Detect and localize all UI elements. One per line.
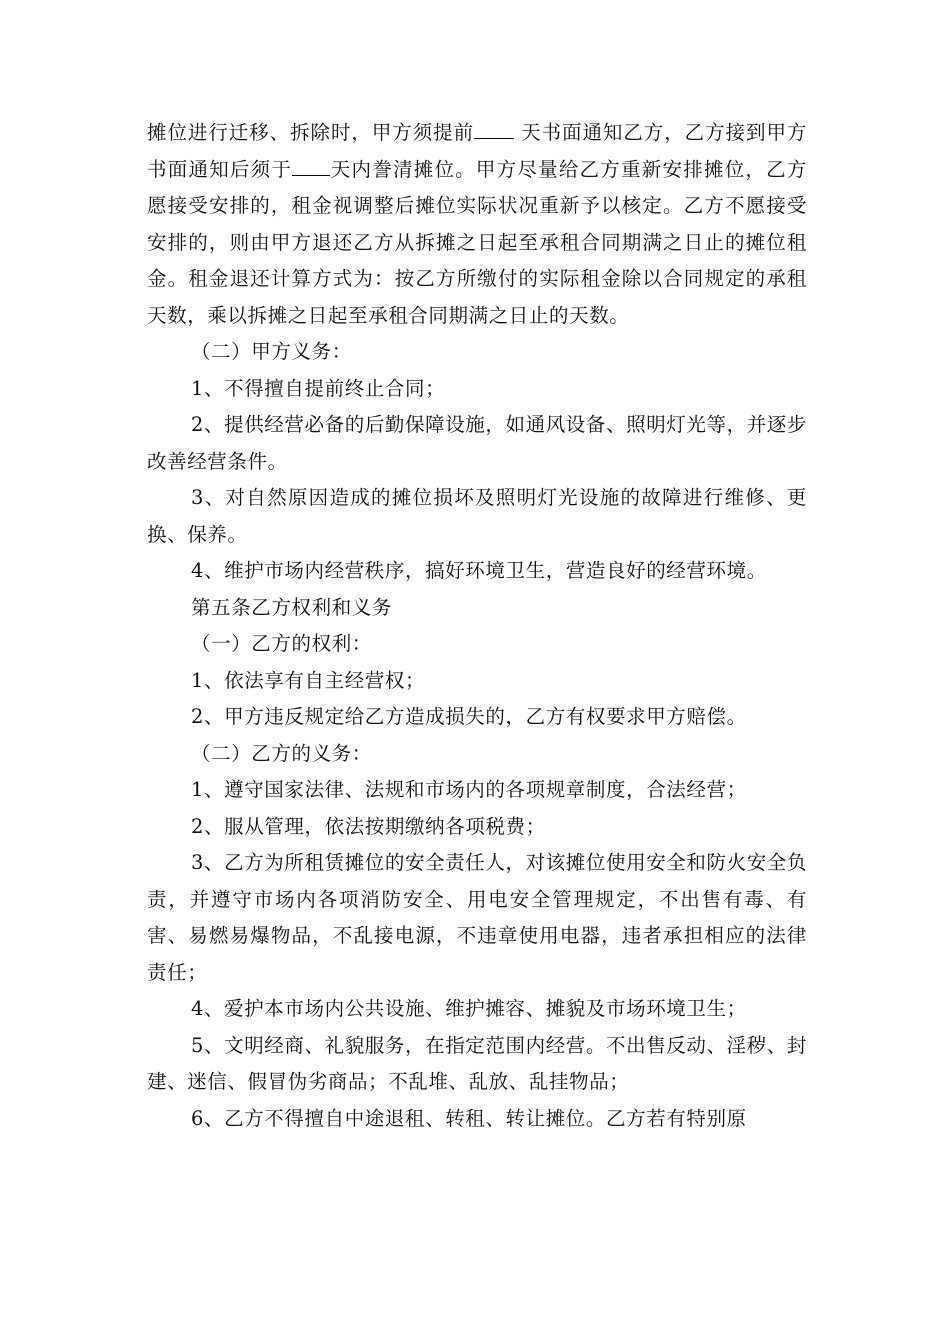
article-5-heading: 第五条乙方权利和义务	[191, 595, 393, 619]
party-b-right-1: 1、依法享有自主经营权；	[191, 668, 426, 692]
relocation-text-2: 天书面通知乙方，乙方接到甲方书面通知后须于	[147, 121, 807, 181]
party-b-right-2: 2、甲方违反规定给乙方造成损失的，乙方有权要求甲方赔偿。	[191, 705, 747, 728]
party-b-duty-1: 1、遵守国家法律、法规和市场内的各项规章制度，合法经营；	[191, 778, 747, 801]
clearance-days-blank	[292, 153, 330, 176]
party-b-duty-3: 3、乙方为所租赁摊位的安全责任人，对该摊位使用安全和防火安全负责，并遵守市场内各项消防安全、用电安全管理规定，不出售有毒、有害、易燃易爆物品，不乱接电源，不违章使用电器，违者承担相应的法律责任；	[147, 851, 808, 984]
party-b-duty-2: 2、服从管理，依法按期缴纳各项税费；	[191, 814, 546, 838]
document-body	[147, 115, 807, 1137]
relocation-text-3: 天内誊清摊位。甲方尽量给乙方重新安排摊位，乙方愿接受安排的，租金视调整后摊位实际状况重新予以核定。乙方不愿接受安排的，则由甲方退还乙方从拆摊之日起至承租合同期满之日止的摊位租金。租金退还计算方式为：按乙方所缴付的实际租金除以合同规定的承租天数，乘以拆摊之日起至承租合同期满之日止的天数。	[147, 157, 807, 327]
relocation-text-1: 摊位进行迁移、拆除时，甲方须提前	[147, 121, 475, 144]
heading-party-b-rights: （一）乙方的权利：	[191, 632, 372, 655]
party-b-duty-5: 5、文明经商、礼貌服务，在指定范围内经营。不出售反动、淫秽、封建、迷信、假冒伪劣商品；不乱堆、乱放、乱挂物品；	[147, 1033, 808, 1093]
party-b-duty-4: 4、爱护本市场内公共设施、维护摊容、摊貌及市场环境卫生；	[191, 997, 747, 1020]
notice-days-blank	[474, 116, 514, 139]
party-b-duty-6: 6、乙方不得擅自中途退租、转租、转让摊位。乙方若有特别原	[191, 1106, 747, 1130]
heading-party-a-duties: （二）甲方义务：	[191, 340, 352, 363]
party-a-duty-3: 3、对自然原因造成的摊位损坏及照明灯光设施的故障进行维修、更换、保养。	[147, 486, 807, 546]
party-a-duty-1: 1、不得擅自提前终止合同；	[191, 376, 446, 400]
party-a-duty-2: 2、提供经营必备的后勤保障设施，如通风设备、照明灯光等，并逐步改善经营条件。	[147, 413, 808, 473]
heading-party-b-duties: （二）乙方的义务：	[191, 741, 372, 765]
party-a-duty-4: 4、维护市场内经营秩序，搞好环境卫生，营造良好的经营环境。	[191, 559, 767, 582]
paragraph-relocation	[147, 115, 807, 334]
